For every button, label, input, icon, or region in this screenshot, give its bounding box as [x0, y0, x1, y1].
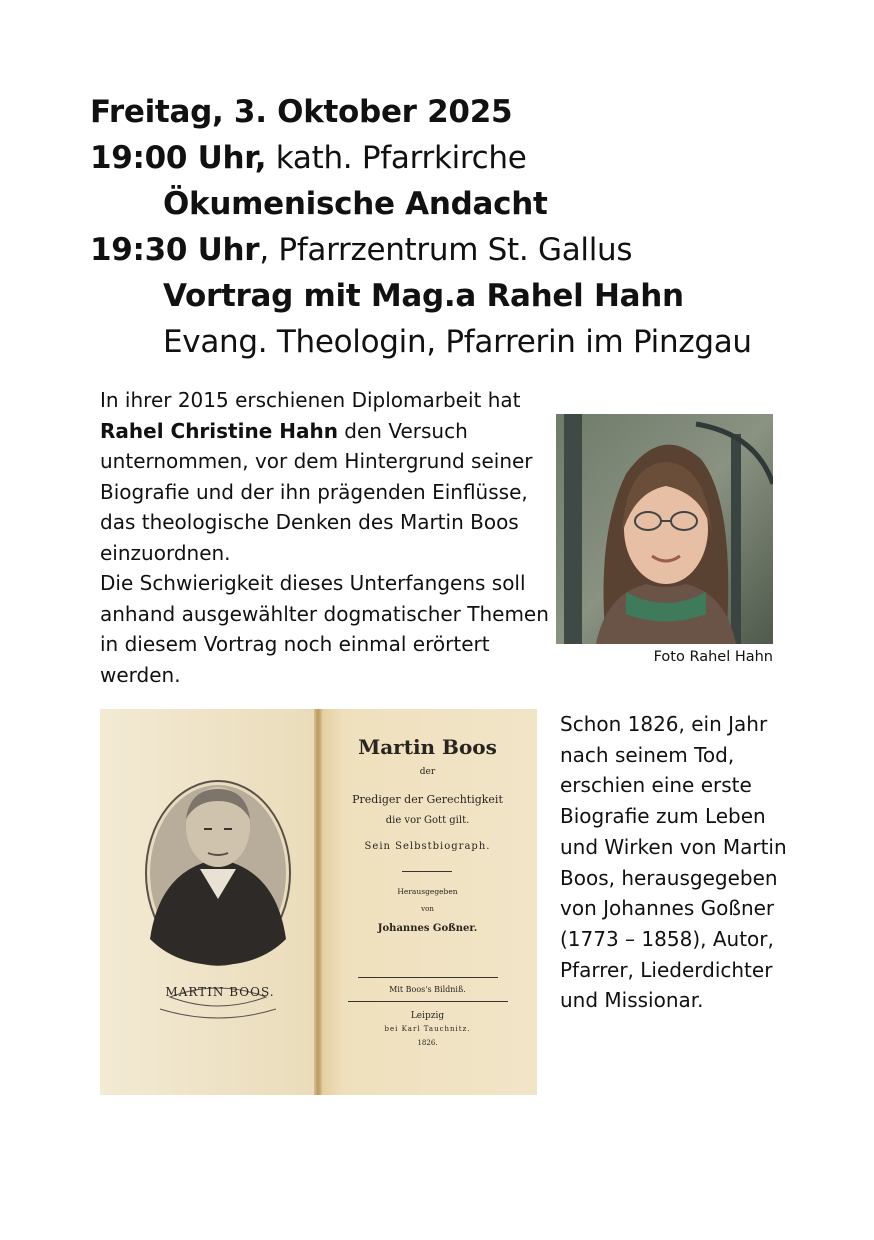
- rule-2: [358, 977, 498, 978]
- book-subtitle-1: Prediger der Gerechtigkeit: [352, 793, 503, 806]
- intro-part-2: den Versuch unternommen, vor dem Hintergrund seiner Biografie und der ihn prägenden Einflüsse, das theologische Denken des Martin Boos einzuordnen.: [100, 418, 533, 565]
- speaker-photo: [556, 414, 773, 644]
- book-von: von: [421, 905, 434, 913]
- speaker-role: Evang. Theologin, Pfarrerin im Pinzgau: [163, 324, 752, 360]
- time-1: 19:00 Uhr,: [90, 140, 267, 176]
- book-der: der: [419, 767, 436, 777]
- biography-note: [560, 709, 790, 1016]
- place-1: kath. Pfarrkirche: [266, 140, 527, 176]
- book-title: Martin Boos: [358, 735, 497, 759]
- event-date: Freitag, 3. Oktober 2025: [90, 94, 513, 130]
- rule-1: [402, 871, 452, 872]
- rule-3: [348, 1001, 508, 1002]
- place-2: , Pfarrzentrum St. Gallus: [259, 232, 633, 268]
- photo-caption: Foto Rahel Hahn: [653, 649, 773, 665]
- portrait-label: MARTIN BOOS.: [165, 985, 275, 999]
- book-publisher: bei Karl Tauchnitz.: [384, 1025, 471, 1033]
- event-1-title: Ökumenische Andacht: [163, 186, 548, 222]
- biography-text: Schon 1826, ein Jahr nach seinem Tod, erschien eine erste Biografie zum Leben und Wirken von Martin Boos, herausgegeben von Johannes Goßner (1773 – 1858), Autor, Pfarrer, Liederdichter und Missionar.: [560, 712, 787, 1013]
- book-editor: Johannes Goßner.: [377, 923, 478, 934]
- book-subtitle-2: die vor Gott gilt.: [385, 815, 470, 826]
- schedule-line-1: [90, 135, 527, 181]
- speaker-name: Rahel Christine Hahn: [100, 418, 338, 443]
- book-image: [100, 709, 537, 1095]
- schedule-line-2: [90, 227, 632, 273]
- editor-label: Herausgegeben: [397, 887, 458, 896]
- book-with-image: Mit Boos's Bildniß.: [389, 985, 466, 994]
- intro-text: [100, 385, 550, 690]
- event-2-title: Vortrag mit Mag.a Rahel Hahn: [163, 278, 684, 314]
- time-2: 19:30 Uhr: [90, 232, 260, 268]
- book-year: 1826.: [417, 1039, 438, 1047]
- intro-part-1: In ihrer 2015 erschienen Diplomarbeit hat: [100, 388, 521, 412]
- intro-part-3: Die Schwierigkeit dieses Unterfangens soll anhand ausgewählter dogmatischer Themen in diesem Vortrag noch einmal erörtert werden.: [100, 571, 549, 687]
- portrait-engraving: [100, 709, 318, 1095]
- book-city: Leipzig: [410, 1011, 445, 1021]
- book-subtitle-3: Sein Selbstbiograph.: [364, 841, 491, 852]
